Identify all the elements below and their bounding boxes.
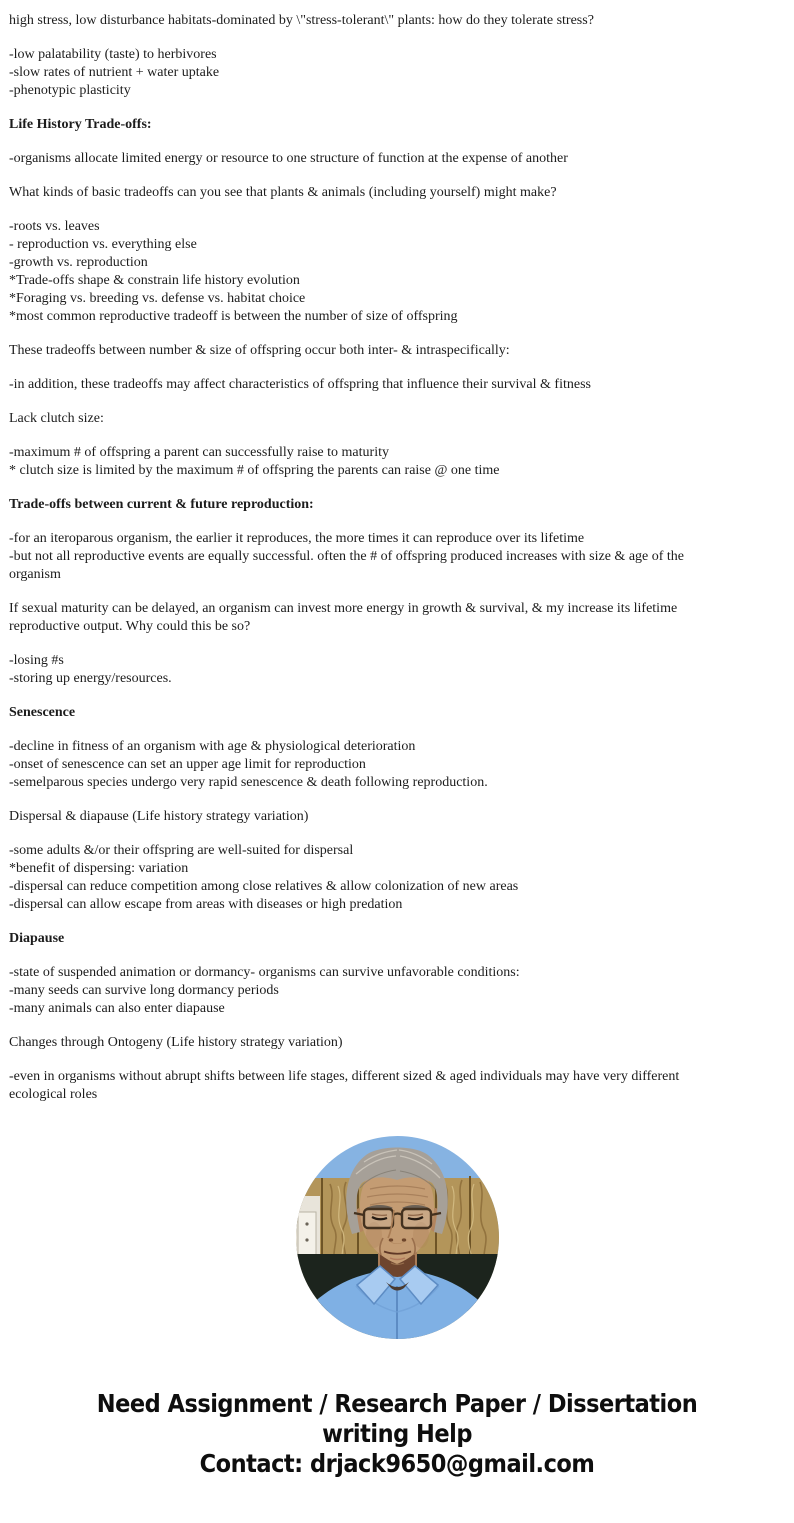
paragraph — [9, 342, 784, 360]
section-heading — [9, 930, 784, 948]
text-line: These tradeoffs between number & size of offspring occur both inter- & intraspecifically: — [9, 343, 510, 358]
paragraph — [9, 1034, 784, 1052]
text-line: What kinds of basic tradeoffs can you see that plants & animals (including yourself) might make? — [9, 185, 557, 200]
text-line: Changes through Ontogeny (Life history strategy variation) — [9, 1035, 343, 1050]
paragraph — [9, 376, 784, 394]
text-line: -dispersal can reduce competition among close relatives & allow colonization of new areas — [9, 879, 519, 894]
text-line: -maximum # of offspring a parent can successfully raise to maturity — [9, 445, 389, 460]
section-heading — [9, 116, 784, 134]
paragraph — [9, 808, 784, 826]
paragraph — [9, 184, 784, 202]
text-line: -phenotypic plasticity — [9, 83, 131, 98]
text-line: high stress, low disturbance habitats-dominated by \"stress-tolerant\" plants: how do they tolerate stress? — [9, 13, 594, 28]
text-line: *Trade-offs shape & constrain life history evolution — [9, 273, 300, 288]
text-line: -losing #s — [9, 653, 64, 668]
help-ad — [0, 1389, 794, 1479]
text-line: * clutch size is limited by the maximum # of offspring the parents can raise @ one time — [9, 463, 500, 478]
text-line: reproductive output. Why could this be so? — [9, 619, 251, 634]
paragraph — [9, 444, 784, 480]
text-line: If sexual maturity can be delayed, an organism can invest more energy in growth & survival, & my increase its lifetime — [9, 601, 678, 616]
text-line: -storing up energy/resources. — [9, 671, 172, 686]
text-line: -in addition, these tradeoffs may affect characteristics of offspring that influence their survival & fitness — [9, 377, 591, 392]
text-line: -slow rates of nutrient + water uptake — [9, 65, 220, 80]
paragraph — [9, 1068, 784, 1104]
paragraph — [9, 600, 784, 636]
text-line: *most common reproductive tradeoff is between the number of size of offspring — [9, 309, 458, 324]
text-line: Trade-offs between current & future reproduction: — [9, 497, 314, 512]
text-line: -many animals can also enter diapause — [9, 1001, 225, 1016]
text-line: -many seeds can survive long dormancy periods — [9, 983, 279, 998]
text-line: -even in organisms without abrupt shifts between life stages, different sized & aged individuals may have very different — [9, 1069, 680, 1084]
text-line: Dispersal & diapause (Life history strategy variation) — [9, 809, 309, 824]
text-line: -but not all reproductive events are equally successful. often the # of offspring produced increases with size & age of the — [9, 549, 685, 564]
help-ad-line-1: Need Assignment / Research Paper / Dissertation — [96, 1389, 698, 1418]
text-line: -state of suspended animation or dormancy- organisms can survive unfavorable conditions: — [9, 965, 520, 980]
section-heading — [9, 704, 784, 722]
text-line: -low palatability (taste) to herbivores — [9, 47, 217, 62]
text-line: -roots vs. leaves — [9, 219, 100, 234]
paragraph — [9, 150, 784, 168]
text-line: Lack clutch size: — [9, 411, 104, 426]
text-line: ecological roles — [9, 1087, 98, 1102]
help-ad-contact-email: Contact: drjack9650@gmail.com — [199, 1449, 595, 1478]
text-line: -dispersal can allow escape from areas with diseases or high predation — [9, 897, 403, 912]
text-line: -some adults &/or their offspring are well-suited for dispersal — [9, 843, 354, 858]
text-line: Diapause — [9, 931, 65, 946]
text-line: organism — [9, 567, 61, 582]
text-line: - reproduction vs. everything else — [9, 237, 197, 252]
paragraph — [9, 12, 784, 30]
tutor-photo-container — [0, 1136, 794, 1339]
paragraph — [9, 530, 784, 584]
text-line: -organisms allocate limited energy or resource to one structure of function at the expense of another — [9, 151, 568, 166]
text-line: -decline in fitness of an organism with age & physiological deterioration — [9, 739, 416, 754]
paragraph — [9, 218, 784, 326]
paragraph — [9, 964, 784, 1018]
text-line: Senescence — [9, 705, 76, 720]
text-line: -for an iteroparous organism, the earlier it reproduces, the more times it can reproduce over its lifetime — [9, 531, 585, 546]
text-line: -growth vs. reproduction — [9, 255, 148, 270]
text-line: -semelparous species undergo very rapid senescence & death following reproduction. — [9, 775, 488, 790]
paragraph — [9, 738, 784, 792]
help-ad-line-2: writing Help — [322, 1419, 472, 1448]
text-line: *benefit of dispersing: variation — [9, 861, 189, 876]
text-line: Life History Trade-offs: — [9, 117, 152, 132]
paragraph — [9, 842, 784, 914]
text-line: *Foraging vs. breeding vs. defense vs. habitat choice — [9, 291, 306, 306]
paragraph — [9, 46, 784, 100]
paragraph — [9, 652, 784, 688]
tutor-photo — [296, 1136, 499, 1339]
switch-plate — [298, 1212, 316, 1256]
paragraph — [9, 410, 784, 428]
text-line: -onset of senescence can set an upper age limit for reproduction — [9, 757, 366, 772]
section-heading — [9, 496, 784, 514]
